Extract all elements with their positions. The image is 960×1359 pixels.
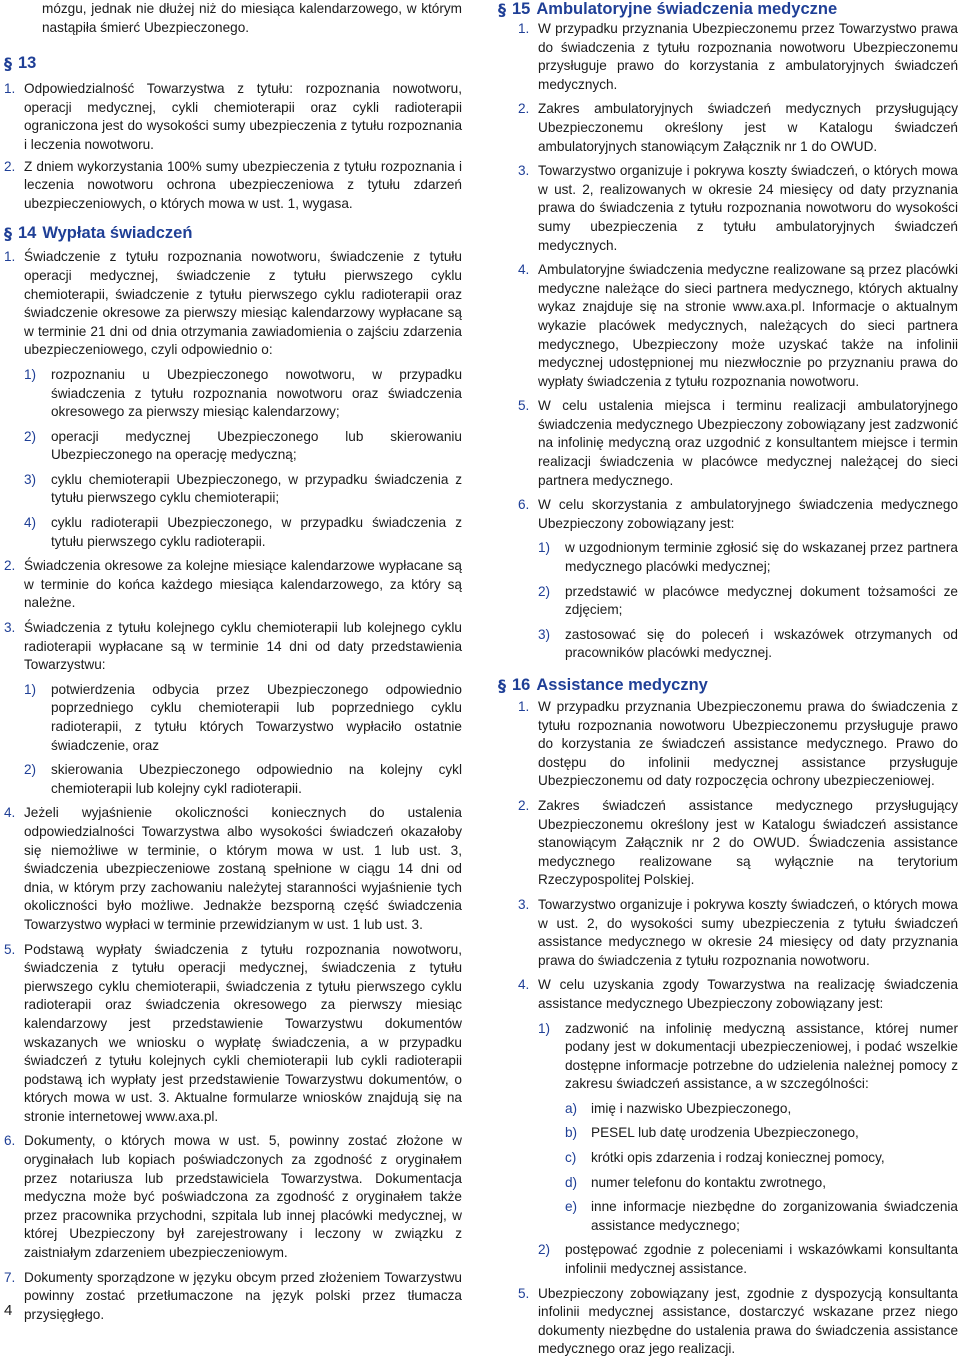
sub-item — [24, 471, 462, 508]
sub-text: cyklu radioterapii Ubezpieczonego, w przypadku świadczenia z tytułu pierwszego cyklu radioterapii. — [51, 515, 462, 549]
sub-number: 2) — [538, 583, 551, 599]
item-number: 6. — [518, 497, 530, 513]
sub-item — [538, 539, 958, 576]
left-column — [4, 0, 462, 1324]
list-item — [4, 804, 462, 934]
sub-text: zadzwonić na infolinię medyczną assistance, której numer podany jest w dokumentacji ubezpieczeniowej, i podać wszelkie dostępne informacje potrzebne do udzielenia należnej pomocy z zakresu świadczeń assistance, a w szczególności: — [565, 1020, 958, 1092]
list-item — [4, 557, 462, 613]
item-text: Świadczenia okresowe za kolejne miesiące kalendarzowe wypłacane są w terminie do końca każdego miesiąca kalendarzowego, za który są należne. — [24, 558, 462, 611]
sub-text: w uzgodnionym terminie zgłosić się do wskazanej przez partnera medycznego placówki medycznej; — [565, 540, 958, 575]
list-item — [518, 496, 958, 533]
list-item — [4, 80, 462, 154]
section-sign-icon: § — [498, 0, 506, 19]
letter-text: krótki opis zdarzenia i rodzaj koniecznej pomocy, — [591, 1150, 885, 1166]
item-text: Ubezpieczony zobowiązany jest, zgodnie z dyspozycją konsultanta infolinii medycznej assistance, dostarczyć wskazane przez niego dokumenty niezbędne do ustalenia prawa do świadczenia assistance medycznego oraz jego realizacji. — [538, 1285, 958, 1357]
item-number: 4. — [518, 977, 530, 993]
item-number: 3. — [518, 896, 530, 912]
list-item — [518, 261, 958, 391]
sub-number: 2) — [24, 428, 37, 444]
item-text: W celu ustalenia miejsca i terminu realizacji ambulatoryjnego świadczenia medycznego Ubezpieczony zobowiązany jest zadzwonić na infolinię medyczną oraz uzgodnić z konsultantem miejsce i termin realizacji świadczenia w placówce medycznej należącej do sieci partnera medycznego. — [538, 398, 958, 488]
item-number: 5. — [518, 398, 530, 414]
letter-marker: d) — [565, 1174, 578, 1190]
sub-text: postępować zgodnie z poleceniami i wskazówkami konsultanta infolinii medycznej assistance. — [565, 1242, 958, 1277]
list-item — [4, 1269, 462, 1325]
list-item — [4, 158, 462, 214]
right-column — [498, 0, 958, 1359]
sub-item — [24, 761, 462, 798]
item-text: Jeżeli wyjaśnienie okoliczności koniecznych do ustalenia odpowiedzialności Towarzystwa albo wysokości świadczeń okazałoby się niemożliwe w terminie, o którym mowa w ust. 1 lub ust. 3, świadczenia ubezpieczeniowe zostaną spełnione w ciągu 14 dni od dnia, w którym przy zachowaniu należytej staranności wyjaśnienie tych okoliczności było możliwe. Jednakże bezsporną część świadczenia Towarzystwo wypłaci w terminie przewidzianym w ust. 1 lub ust. 3. — [24, 805, 462, 932]
item-number: 1. — [518, 21, 530, 36]
item-number: 2. — [518, 101, 530, 117]
item-text: Towarzystwo organizuje i pokrywa koszty świadczeń, o których mowa w ust. 2, realizowanych w okresie 24 miesięcy od daty przyznania prawa do świadczenia z tytułu rozpoznania nowotworu do wysokości sumy ubezpieczenia z tytułu ambulatoryjnych świadczeń medycznych. — [538, 163, 958, 253]
list-item — [518, 896, 958, 970]
item-text: Świadczenie z tytułu rozpoznania nowotworu, świadczenie z tytułu operacji medycznej, świadczenie z tytułu pierwszego cyklu chemioterapii, świadczenie z tytułu pierwszego cyklu radioterapii oraz świadczenie okresowe za pierwszy miesiąc kalendarzowy wypłacane są w terminie 21 dni od dnia otrzymania zawiadomienia o zajściu zdarzenia ubezpieczeniowego, czyli odpowiednio o: — [24, 249, 462, 358]
intro-text: mózgu, jednak nie dłużej niż do miesiąca kalendarzowego, w którym nastąpiła śmierć Ubezpieczonego. — [42, 1, 462, 35]
sub-item — [24, 681, 462, 755]
item-text: W celu skorzystania z ambulatoryjnego świadczenia medycznego Ubezpieczony zobowiązany jest: — [538, 497, 958, 531]
item-text: Dokumenty, o których mowa w ust. 5, powinny zostać złożone w oryginałach lub kopiach poświadczonych za zgodność z oryginałem przez notariusza lub przedstawiciela Towarzystwa. Dokumentacja medyczna może być poświadczona za zgodność z oryginałem także przez pracownika przychodni, szpitala lub innej placówki medycznej, w której Ubezpieczony był zarejestrowany i leczony w związku z zaistniałym zdarzeniem ubezpieczeniowym. — [24, 1133, 462, 1261]
sub-item — [538, 1020, 958, 1094]
sub-text: przedstawić w placówce medycznej dokument tożsamości ze zdjęciem; — [565, 583, 958, 618]
list-item — [518, 1285, 958, 1359]
item-text: W przypadku przyznania Ubezpieczonemu prawa do świadczenia z tytułu rozpoznania nowotworu Ubezpieczonemu przysługuje prawo do korzystania ze świadczeń assistance medycznego. Prawo do dostępu do infolinii medycznej assistance przysługuje Ubezpieczonemu od daty rozpoczęcia ochrony ubezpieczeniowej. — [538, 699, 958, 789]
list-item — [518, 698, 958, 791]
sub-text: zastosować się do poleceń i wskazówek otrzymanych od pracowników placówki medycznej. — [565, 626, 958, 661]
list-item — [518, 20, 958, 94]
item-number: 4. — [518, 262, 530, 278]
sub-number: 3) — [538, 626, 551, 642]
letter-text: numer telefonu do kontaktu zwrotnego, — [591, 1174, 827, 1190]
item-number: 1. — [518, 699, 530, 714]
item-text: Ambulatoryjne świadczenia medyczne realizowane są przez placówki medyczne należące do sieci partnera medycznego, których aktualny wykaz znajduje się na stronie www.axa.pl. Informacje o aktualnym wykazie placówek medycznych, należących do sieci partnera medycznego, Ubezpieczony może uzyskać także na infolinii medycznej udostępnionej mu niezwłocznie po przyznaniu prawa do wypłaty świadczenia z tytułu rozpoznania nowotworu. — [538, 262, 958, 389]
letter-item — [565, 1124, 958, 1143]
section-number: 14 — [18, 224, 37, 243]
item-text: Z dniem wykorzystania 100% sumy ubezpieczenia z tytułu rozpoznania i leczenia nowotworu ochrona ubezpieczeniowa z tytułu zdarzeń ubezpieczeniowych, o których mowa w ust. 1, wygasa. — [24, 158, 462, 211]
section-number: 16 — [512, 676, 531, 694]
list-item — [4, 248, 462, 360]
letter-marker: a) — [565, 1100, 578, 1116]
letter-item — [565, 1100, 958, 1119]
section-16-heading — [498, 676, 958, 695]
item-number: 2. — [4, 158, 16, 174]
sub-text: rozpoznaniu u Ubezpieczonego nowotworu, w przypadku świadczenia z tytułu rozpoznania nowotworu oraz świadczenia okresowego za pierwszy miesiąc kalendarzowy; — [51, 366, 462, 420]
sub-number: 2) — [538, 1242, 551, 1258]
section-13-heading — [4, 54, 462, 73]
item-text: Zakres ambulatoryjnych świadczeń medycznych przysługujący Ubezpieczonemu określony jest w Katalogu świadczeń ambulatoryjnych stanowiącym Załącznik nr 1 do OWUD. — [538, 101, 958, 154]
sub-text: skierowania Ubezpieczonego odpowiednio na kolejny cykl chemioterapii lub kolejny cykl radioterapii. — [51, 762, 462, 796]
sub-item — [538, 583, 958, 620]
section-sign-icon: § — [4, 54, 12, 74]
letter-item — [565, 1198, 958, 1235]
letter-text: inne informacje niezbędne do zorganizowania świadczenia assistance medycznego; — [591, 1199, 958, 1233]
sub-item — [24, 366, 462, 422]
sub-item — [538, 1241, 958, 1278]
section-sign-icon: § — [4, 224, 12, 244]
list-item — [4, 619, 462, 675]
letter-marker: b) — [565, 1125, 578, 1141]
item-number: 2. — [4, 558, 16, 574]
sub-text: cyklu chemioterapii Ubezpieczonego, w przypadku świadczenia z tytułu pierwszego cyklu chemioterapii; — [51, 471, 462, 506]
item-number: 5. — [4, 941, 16, 957]
sub-text: potwierdzenia odbycia przez Ubezpieczonego odpowiednio poprzedniego cyklu chemioterapii lub poprzedniego cyklu radioterapii, z tytułu których Towarzystwo wypłaciło ostatnie świadczenie, oraz — [51, 681, 462, 753]
section-15-heading — [498, 0, 958, 19]
item-number: 3. — [4, 620, 16, 636]
sub-item — [24, 514, 462, 551]
page-number: 4 — [4, 1302, 13, 1319]
item-number: 6. — [4, 1133, 16, 1149]
item-number: 1. — [4, 249, 16, 265]
list-item — [4, 1132, 462, 1262]
sub-item — [538, 626, 958, 663]
item-number: 7. — [4, 1269, 16, 1285]
letter-item — [565, 1149, 958, 1168]
section-number: 15 — [512, 0, 531, 18]
sub-text: operacji medycznej Ubezpieczonego lub skierowaniu Ubezpieczonego na operację medyczną; — [51, 428, 462, 463]
item-number: 2. — [518, 797, 530, 813]
letter-text: imię i nazwisko Ubezpieczonego, — [591, 1100, 792, 1116]
section-sign-icon: § — [498, 676, 506, 695]
item-text: Dokumenty sporządzone w języku obcym przed złożeniem Towarzystwu powinny zostać przetłumaczone na język polski przez tłumacza przysięgłego. — [24, 1269, 462, 1322]
section-title: Ambulatoryjne świadczenia medyczne — [536, 0, 838, 18]
list-item — [518, 100, 958, 156]
section-number: 13 — [18, 54, 37, 73]
sub-number: 1) — [538, 1020, 551, 1036]
item-number: 5. — [518, 1285, 530, 1301]
item-number: 4. — [4, 805, 16, 821]
item-number: 1. — [4, 81, 16, 97]
item-text: Podstawą wypłaty świadczenia z tytułu rozpoznania nowotworu, świadczenia z tytułu operacji medycznej, świadczenia z tytułu pierwszego cyklu chemioterapii, świadczenia z tytułu pierwszego cyklu radioterapii oraz świadczenia okresowego za pierwszy miesiąc kalendarzowy jest przedstawienie Towarzystwu dokumentów wskazanych we wniosku o wypłatę świadczenia, a w przypadku świadczeń z tytułu kolejnych cykli chemioterapii lub cykli radioterapii podstawą ich wypłaty jest przedstawienie Towarzystwu dokumentów, o których mowa w ust. 3. Aktualne formularze wniosków znajdują się na stronie internetowej www.axa.pl. — [24, 941, 462, 1124]
letter-marker: c) — [565, 1150, 577, 1166]
letter-item — [565, 1174, 958, 1193]
item-text: Świadczenia z tytułu kolejnego cyklu chemioterapii lub kolejnego cyklu radioterapii wypłacane są w terminie 14 dni od daty przedstawienia Towarzystwu: — [24, 620, 462, 673]
sub-item — [24, 428, 462, 465]
list-item — [518, 397, 958, 490]
list-item — [518, 976, 958, 1013]
sub-number: 1) — [24, 681, 37, 697]
sub-number: 1) — [538, 540, 551, 556]
sub-number: 3) — [24, 471, 37, 487]
sub-number: 1) — [24, 366, 37, 382]
item-text: Odpowiedzialność Towarzystwa z tytułu: rozpoznania nowotworu, operacji medycznej, cykli chemioterapii oraz cykli radioterapii ograniczona jest do wysokości sumy ubezpieczenia z tytułu rozpoznania i leczenia nowotworu. — [24, 81, 462, 152]
section-14-heading — [4, 224, 462, 243]
item-text: W celu uzyskania zgody Towarzystwa na realizację świadczenia assistance medycznego Ubezpieczony zobowiązany jest: — [538, 977, 958, 1011]
sub-number: 2) — [24, 762, 37, 778]
list-item — [518, 797, 958, 890]
list-item — [4, 941, 462, 1127]
item-text: W przypadku przyznania Ubezpieczonemu przez Towarzystwo prawa do świadczenia z tytułu rozpoznania nowotworu Ubezpieczonemu przysługuje prawo do korzystania z ambulatoryjnych świadczeń medycznych. — [538, 21, 958, 92]
letter-text: PESEL lub datę urodzenia Ubezpieczonego, — [591, 1125, 859, 1141]
item-text: Zakres świadczeń assistance medycznego przysługujący Ubezpieczonemu określony jest w Katalogu świadczeń assistance stanowiącym Załącznik nr 2 do OWUD. Świadczenia assistance medycznego realizowane są wyłącznie na terytorium Rzeczypospolitej Polskiej. — [538, 797, 958, 888]
letter-marker: e) — [565, 1199, 578, 1215]
list-item — [518, 162, 958, 255]
item-text: Towarzystwo organizuje i pokrywa koszty świadczeń, o których mowa w ust. 2, do wysokości sumy ubezpieczenia z tytułu świadczeń assistance medycznego w okresie 24 miesięcy od daty przyznania prawa do świadczenia z tytułu rozpoznania nowotworu. — [538, 896, 958, 968]
section-title: Assistance medyczny — [536, 676, 708, 694]
sub-number: 4) — [24, 515, 37, 531]
section-title: Wypłata świadczeń — [42, 224, 193, 243]
item-number: 3. — [518, 163, 530, 179]
